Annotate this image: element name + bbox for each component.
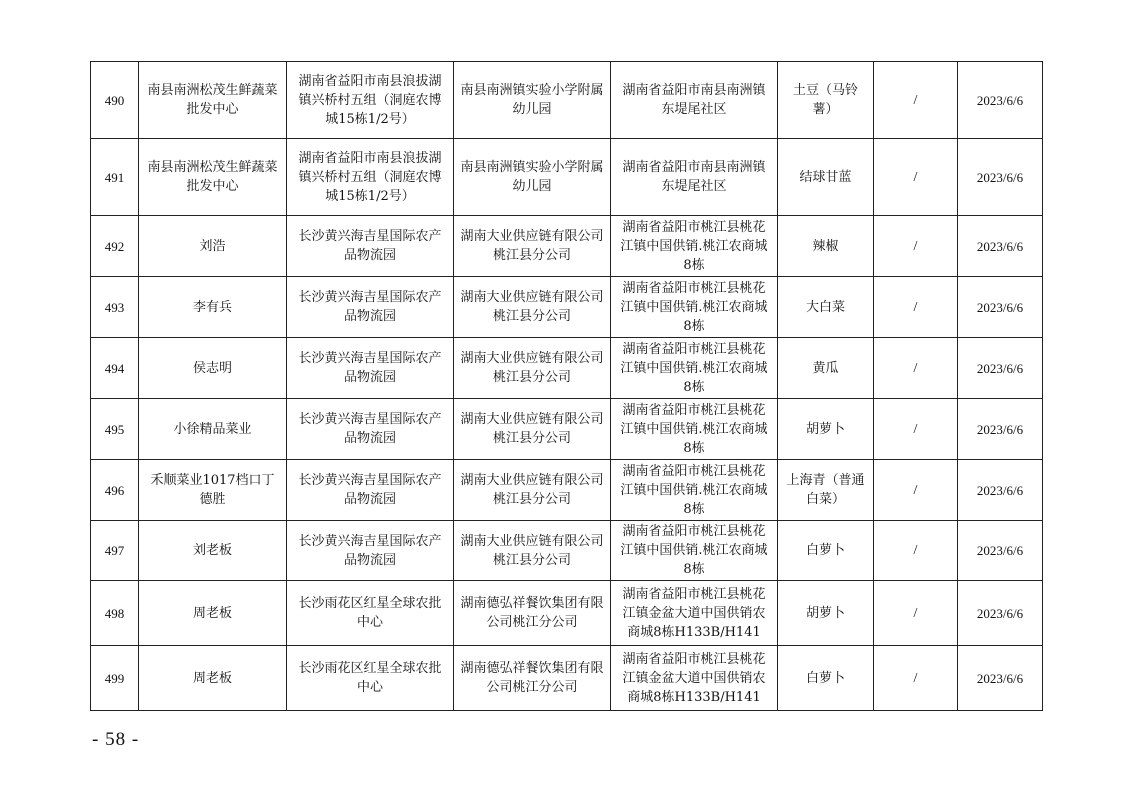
cell-date: 2023/6/6 <box>958 277 1043 338</box>
cell-seller-address: 长沙雨花区红星全球农批中心 <box>287 581 454 646</box>
cell-remark: / <box>874 338 958 399</box>
cell-product: 结球甘蓝 <box>778 139 874 216</box>
cell-seller: 侯志明 <box>139 338 287 399</box>
cell-buyer: 南县南洲镇实验小学附属幼儿园 <box>454 62 611 139</box>
cell-buyer-address: 湖南省益阳市桃江县桃花江镇中国供销.桃江农商城8栋 <box>611 338 778 399</box>
cell-remark: / <box>874 581 958 646</box>
cell-row-number: 499 <box>91 646 139 711</box>
cell-row-number: 495 <box>91 399 139 460</box>
table-row <box>91 216 1043 277</box>
page-number: - 58 - <box>92 729 140 750</box>
cell-seller-address: 长沙雨花区红星全球农批中心 <box>287 646 454 711</box>
cell-seller: 周老板 <box>139 646 287 711</box>
cell-buyer-address: 湖南省益阳市桃江县桃花江镇金盆大道中国供销农商城8栋H133B/H141 <box>611 581 778 646</box>
cell-product: 白萝卜 <box>778 646 874 711</box>
cell-product: 白萝卜 <box>778 521 874 581</box>
cell-date: 2023/6/6 <box>958 338 1043 399</box>
table-row <box>91 521 1043 581</box>
cell-buyer: 南县南洲镇实验小学附属幼儿园 <box>454 139 611 216</box>
cell-product: 土豆（马铃薯） <box>778 62 874 139</box>
table-row <box>91 581 1043 646</box>
table-row <box>91 646 1043 711</box>
cell-buyer: 湖南德弘祥餐饮集团有限公司桃江分公司 <box>454 581 611 646</box>
table-row <box>91 338 1043 399</box>
cell-seller: 刘老板 <box>139 521 287 581</box>
cell-row-number: 492 <box>91 216 139 277</box>
cell-buyer: 湖南大业供应链有限公司桃江县分公司 <box>454 460 611 521</box>
cell-row-number: 497 <box>91 521 139 581</box>
cell-seller: 周老板 <box>139 581 287 646</box>
cell-buyer-address: 湖南省益阳市桃江县桃花江镇中国供销.桃江农商城8栋 <box>611 399 778 460</box>
cell-buyer-address: 湖南省益阳市桃江县桃花江镇中国供销.桃江农商城8栋 <box>611 277 778 338</box>
cell-seller: 南县南洲松茂生鲜蔬菜批发中心 <box>139 139 287 216</box>
cell-date: 2023/6/6 <box>958 62 1043 139</box>
cell-product: 上海青（普通白菜） <box>778 460 874 521</box>
cell-remark: / <box>874 460 958 521</box>
cell-buyer-address: 湖南省益阳市桃江县桃花江镇金盆大道中国供销农商城8栋H133B/H141 <box>611 646 778 711</box>
cell-product: 辣椒 <box>778 216 874 277</box>
cell-buyer: 湖南大业供应链有限公司桃江县分公司 <box>454 216 611 277</box>
table-row <box>91 460 1043 521</box>
cell-product: 大白菜 <box>778 277 874 338</box>
cell-seller-address: 长沙黄兴海吉星国际农产品物流园 <box>287 277 454 338</box>
cell-date: 2023/6/6 <box>958 460 1043 521</box>
cell-seller: 刘浩 <box>139 216 287 277</box>
cell-date: 2023/6/6 <box>958 646 1043 711</box>
cell-product: 黄瓜 <box>778 338 874 399</box>
cell-seller-address: 长沙黄兴海吉星国际农产品物流园 <box>287 399 454 460</box>
cell-row-number: 493 <box>91 277 139 338</box>
table-row <box>91 62 1043 139</box>
cell-buyer: 湖南大业供应链有限公司桃江县分公司 <box>454 521 611 581</box>
cell-date: 2023/6/6 <box>958 581 1043 646</box>
cell-remark: / <box>874 139 958 216</box>
table-row <box>91 399 1043 460</box>
cell-seller-address: 湖南省益阳市南县浪拔湖镇兴桥村五组（洞庭农博城15栋1/2号） <box>287 139 454 216</box>
cell-buyer-address: 湖南省益阳市南县南洲镇东堤尾社区 <box>611 139 778 216</box>
cell-buyer: 湖南大业供应链有限公司桃江县分公司 <box>454 277 611 338</box>
cell-seller-address: 长沙黄兴海吉星国际农产品物流园 <box>287 521 454 581</box>
cell-date: 2023/6/6 <box>958 399 1043 460</box>
cell-seller: 南县南洲松茂生鲜蔬菜批发中心 <box>139 62 287 139</box>
cell-buyer-address: 湖南省益阳市桃江县桃花江镇中国供销.桃江农商城8栋 <box>611 460 778 521</box>
cell-remark: / <box>874 646 958 711</box>
cell-buyer-address: 湖南省益阳市南县南洲镇东堤尾社区 <box>611 62 778 139</box>
cell-remark: / <box>874 277 958 338</box>
cell-seller-address: 湖南省益阳市南县浪拔湖镇兴桥村五组（洞庭农博城15栋1/2号） <box>287 62 454 139</box>
cell-seller: 禾顺菜业1017档口丁德胜 <box>139 460 287 521</box>
cell-row-number: 498 <box>91 581 139 646</box>
cell-seller-address: 长沙黄兴海吉星国际农产品物流园 <box>287 338 454 399</box>
cell-row-number: 490 <box>91 62 139 139</box>
records-table <box>90 61 1043 711</box>
cell-row-number: 494 <box>91 338 139 399</box>
table-row <box>91 139 1043 216</box>
cell-buyer-address: 湖南省益阳市桃江县桃花江镇中国供销.桃江农商城8栋 <box>611 521 778 581</box>
cell-remark: / <box>874 62 958 139</box>
cell-buyer: 湖南德弘祥餐饮集团有限公司桃江分公司 <box>454 646 611 711</box>
cell-buyer: 湖南大业供应链有限公司桃江县分公司 <box>454 399 611 460</box>
cell-date: 2023/6/6 <box>958 139 1043 216</box>
cell-date: 2023/6/6 <box>958 521 1043 581</box>
cell-seller: 李有兵 <box>139 277 287 338</box>
cell-seller-address: 长沙黄兴海吉星国际农产品物流园 <box>287 460 454 521</box>
cell-remark: / <box>874 521 958 581</box>
cell-buyer-address: 湖南省益阳市桃江县桃花江镇中国供销.桃江农商城8栋 <box>611 216 778 277</box>
cell-seller: 小徐精品菜业 <box>139 399 287 460</box>
cell-remark: / <box>874 399 958 460</box>
cell-product: 胡萝卜 <box>778 399 874 460</box>
cell-seller-address: 长沙黄兴海吉星国际农产品物流园 <box>287 216 454 277</box>
cell-row-number: 496 <box>91 460 139 521</box>
cell-product: 胡萝卜 <box>778 581 874 646</box>
cell-date: 2023/6/6 <box>958 216 1043 277</box>
cell-remark: / <box>874 216 958 277</box>
cell-row-number: 491 <box>91 139 139 216</box>
table-row <box>91 277 1043 338</box>
cell-buyer: 湖南大业供应链有限公司桃江县分公司 <box>454 338 611 399</box>
